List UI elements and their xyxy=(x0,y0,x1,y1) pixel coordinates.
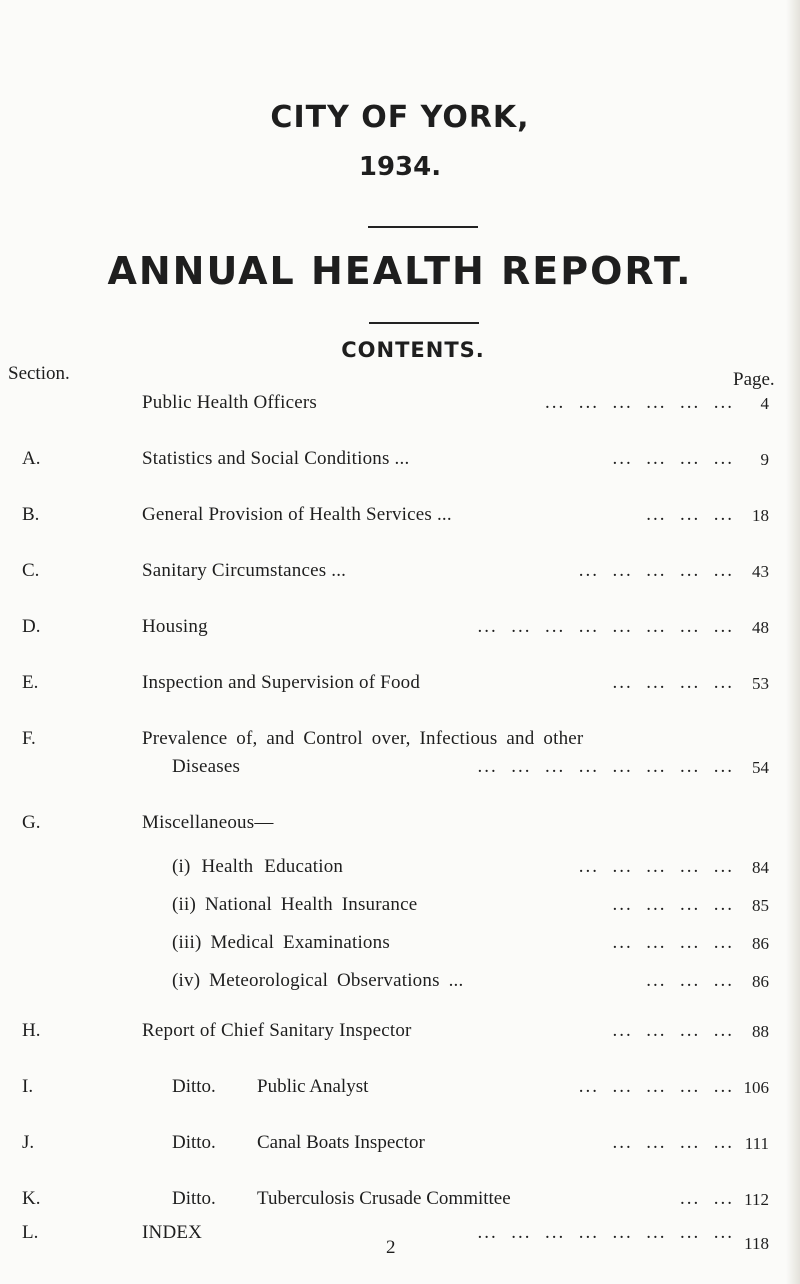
entry-page: 85 xyxy=(752,896,769,915)
entry-page: 111 xyxy=(744,1134,769,1153)
leader-dots: ... ... ... ... xyxy=(612,1132,734,1153)
entry-title: (ii) National Health Insurance xyxy=(172,894,418,915)
year-heading: 1934. xyxy=(358,152,442,182)
toc-entry xyxy=(0,728,800,758)
leader-dots: ... ... ... ... xyxy=(612,672,734,693)
toc-entry xyxy=(0,560,800,590)
entry-letter: C. xyxy=(22,560,40,581)
entry-letter: D. xyxy=(22,616,41,637)
entry-title: Housing xyxy=(142,616,208,637)
toc-entry xyxy=(0,504,800,534)
entry-page: 86 xyxy=(752,934,769,953)
report-title: ANNUAL HEALTH REPORT. xyxy=(107,249,693,293)
contents-heading: CONTENTS. xyxy=(341,338,485,362)
entry-title: Sanitary Circumstances ... xyxy=(142,560,347,581)
leader-dots: ... ... ... ... ... xyxy=(578,1076,734,1097)
toc-entry xyxy=(0,812,800,842)
toc-entry xyxy=(0,1020,800,1050)
entry-page: 9 xyxy=(760,450,769,469)
entry-page: 43 xyxy=(752,562,769,581)
leader-dots: ... ... ... ... ... xyxy=(578,856,734,877)
leader-dots: ... ... ... ... xyxy=(612,894,734,915)
divider-rule xyxy=(369,322,479,324)
leader-dots: ... ... ... ... xyxy=(612,1020,734,1041)
entry-title: General Provision of Health Services ... xyxy=(142,504,452,525)
toc-subentry xyxy=(0,856,800,886)
entry-page: 48 xyxy=(752,618,769,637)
entry-page: 4 xyxy=(760,394,769,413)
leader-dots: ... ... ... ... ... ... ... ... xyxy=(477,616,734,637)
toc-entry xyxy=(0,1222,800,1252)
toc-entry-continuation xyxy=(0,756,800,786)
entry-letter: J. xyxy=(22,1132,35,1153)
entry-page: 118 xyxy=(744,1234,769,1253)
entry-title: Inspection and Supervision of Food xyxy=(142,672,421,693)
leader-dots: ... ... ... ... ... ... xyxy=(545,392,734,413)
leader-dots: ... ... ... ... xyxy=(612,448,734,469)
section-column-label: Section. xyxy=(8,363,70,384)
entry-letter: L. xyxy=(22,1222,39,1243)
entry-letter: A. xyxy=(22,448,41,469)
entry-title: (iv) Meteorological Observations ... xyxy=(172,970,464,991)
entry-title: (iii) Medical Examinations xyxy=(172,932,390,953)
entry-title: Canal Boats Inspector xyxy=(257,1132,425,1153)
entry-page: 88 xyxy=(752,1022,769,1041)
toc-subentry xyxy=(0,894,800,924)
entry-title: Statistics and Social Conditions ... xyxy=(142,448,410,469)
entry-letter: I. xyxy=(22,1076,34,1097)
entry-title: Miscellaneous— xyxy=(142,812,274,833)
leader-dots: ... ... ... xyxy=(646,504,734,525)
ditto-mark: Ditto. xyxy=(172,1188,216,1209)
entry-page: 18 xyxy=(752,506,769,525)
page-column-label: Page. xyxy=(733,369,775,390)
entry-page: 106 xyxy=(743,1078,769,1097)
leader-dots: ... ... ... ... xyxy=(612,932,734,953)
entry-letter: F. xyxy=(22,728,36,749)
entry-page: 53 xyxy=(752,674,769,693)
toc-entry xyxy=(0,1132,800,1162)
leader-dots: ... ... xyxy=(680,1188,734,1209)
entry-page: 84 xyxy=(752,858,769,877)
leader-dots: ... ... ... ... ... ... ... ... xyxy=(477,1222,734,1243)
leader-dots: ... ... ... xyxy=(646,970,734,991)
toc-entry xyxy=(0,392,800,422)
toc-entry xyxy=(0,616,800,646)
entry-letter: H. xyxy=(22,1020,41,1041)
entry-page: 54 xyxy=(752,758,769,777)
divider-rule xyxy=(368,226,478,228)
entry-title: INDEX xyxy=(142,1222,203,1243)
entry-title: (i) Health Education xyxy=(172,856,344,877)
toc-entry xyxy=(0,672,800,702)
entry-letter: B. xyxy=(22,504,40,525)
leader-dots: ... ... ... ... ... xyxy=(578,560,734,581)
leader-dots: ... ... ... ... ... ... ... ... xyxy=(477,756,734,777)
ditto-mark: Ditto. xyxy=(172,1132,216,1153)
entry-title: Prevalence of, and Control over, Infectious and other xyxy=(142,728,584,749)
entry-letter: E. xyxy=(22,672,39,693)
page-number: 2 xyxy=(386,1237,396,1258)
toc-subentry xyxy=(0,970,800,1000)
entry-title: Tuberculosis Crusade Committee xyxy=(257,1188,511,1209)
city-heading: CITY OF YORK, xyxy=(270,100,530,135)
entry-letter: G. xyxy=(22,812,41,833)
ditto-mark: Ditto. xyxy=(172,1076,216,1097)
entry-title-continuation: Diseases xyxy=(172,756,241,777)
entry-letter: K. xyxy=(22,1188,41,1209)
entry-title: Report of Chief Sanitary Inspector xyxy=(142,1020,412,1041)
entry-title: Public Health Officers xyxy=(142,392,318,413)
entry-title: Public Analyst xyxy=(257,1076,369,1097)
toc-entry xyxy=(0,1188,800,1218)
toc-subentry xyxy=(0,932,800,962)
entry-page: 86 xyxy=(752,972,769,991)
toc-entry xyxy=(0,448,800,478)
toc-entry xyxy=(0,1076,800,1106)
entry-page: 112 xyxy=(744,1190,769,1209)
